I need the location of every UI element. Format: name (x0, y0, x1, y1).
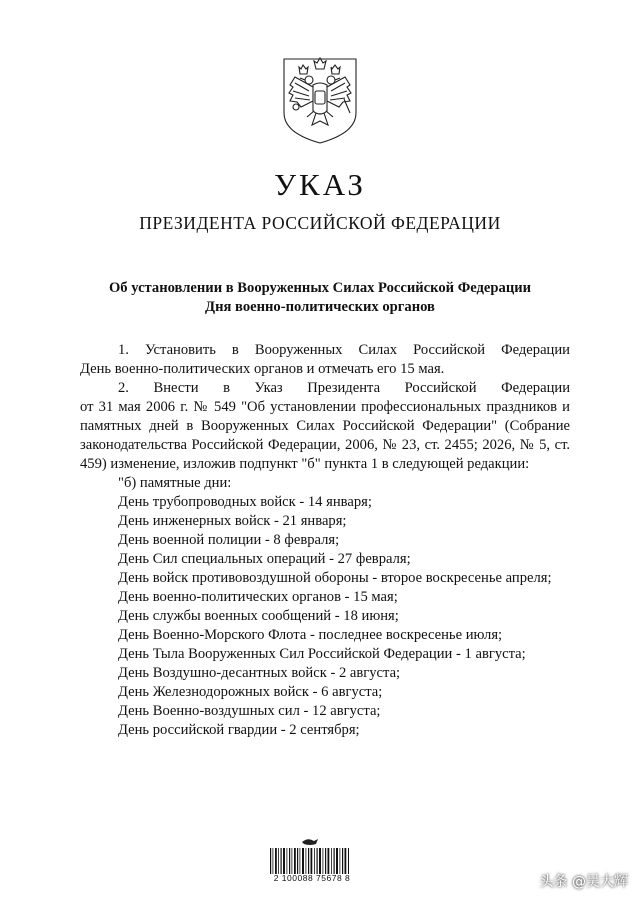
list-item: День Тыла Вооруженных Сил Российской Федерации - 1 августа; (118, 646, 526, 662)
list-item: День военно-политических органов - 15 мая; (118, 589, 398, 605)
list-item: День инженерных войск - 21 января; (118, 513, 347, 529)
paragraph-1-line-1: 1. Установить в Вооруженных Силах Российской Федерации (118, 342, 570, 358)
decree-heading (60, 279, 580, 317)
barcode-number: 2 100088 75678 8 (273, 873, 351, 883)
document-title: УКАЗ (274, 167, 366, 202)
paragraph-1-line-2: День военно-политических органов и отмечать его 15 мая. (80, 361, 445, 377)
paragraph-2-line-1: 2. Внести в Указ Президента Российской Федерации (118, 380, 570, 396)
list-item: День российской гвардии - 2 сентября; (118, 722, 360, 738)
list-item: День военной полиции - 8 февраля; (118, 532, 340, 548)
list-item: День Железнодорожных войск - 6 августа; (118, 684, 383, 700)
decree-body (80, 341, 570, 740)
list-item: День войск противовоздушной обороны - второе воскресенье апреля; (118, 570, 552, 586)
decree-heading-line-2: Дня военно-политических органов (205, 299, 435, 315)
list-item: День трубопроводных войск - 14 января; (118, 494, 372, 510)
memorable-days-intro: "б) памятные дни: (118, 475, 232, 491)
paragraph-2-text: от 31 мая 2006 г. № 549 "Об установлении профессиональных праздников и памятных дней в Вооруженных Силах Российской Федерации" (Собрание законодательства Российской Федерации, 2006, № 23, ст. 2455; 2026, № 5, ст. 459) изменение, изложив подпункт "б" пункта 1 в следующей редакции: (80, 399, 570, 472)
list-item: День Военно-воздушных сил - 12 августа; (118, 703, 381, 719)
coat-of-arms-icon (279, 55, 361, 145)
list-item: День Сил специальных операций - 27 февраля; (118, 551, 411, 567)
list-item: День Воздушно-десантных войск - 2 августа; (118, 665, 401, 681)
watermark: 头条 @吴大辉 (539, 874, 628, 890)
document-subtitle: ПРЕЗИДЕНТА РОССИЙСКОЙ ФЕДЕРАЦИИ (139, 213, 501, 233)
decree-heading-line-1: Об установлении в Вооруженных Силах Российской Федерации (108, 280, 532, 296)
list-item: День Военно-Морского Флота - последнее воскресенье июля; (118, 627, 503, 643)
list-item: День службы военных сообщений - 18 июня; (118, 608, 399, 624)
